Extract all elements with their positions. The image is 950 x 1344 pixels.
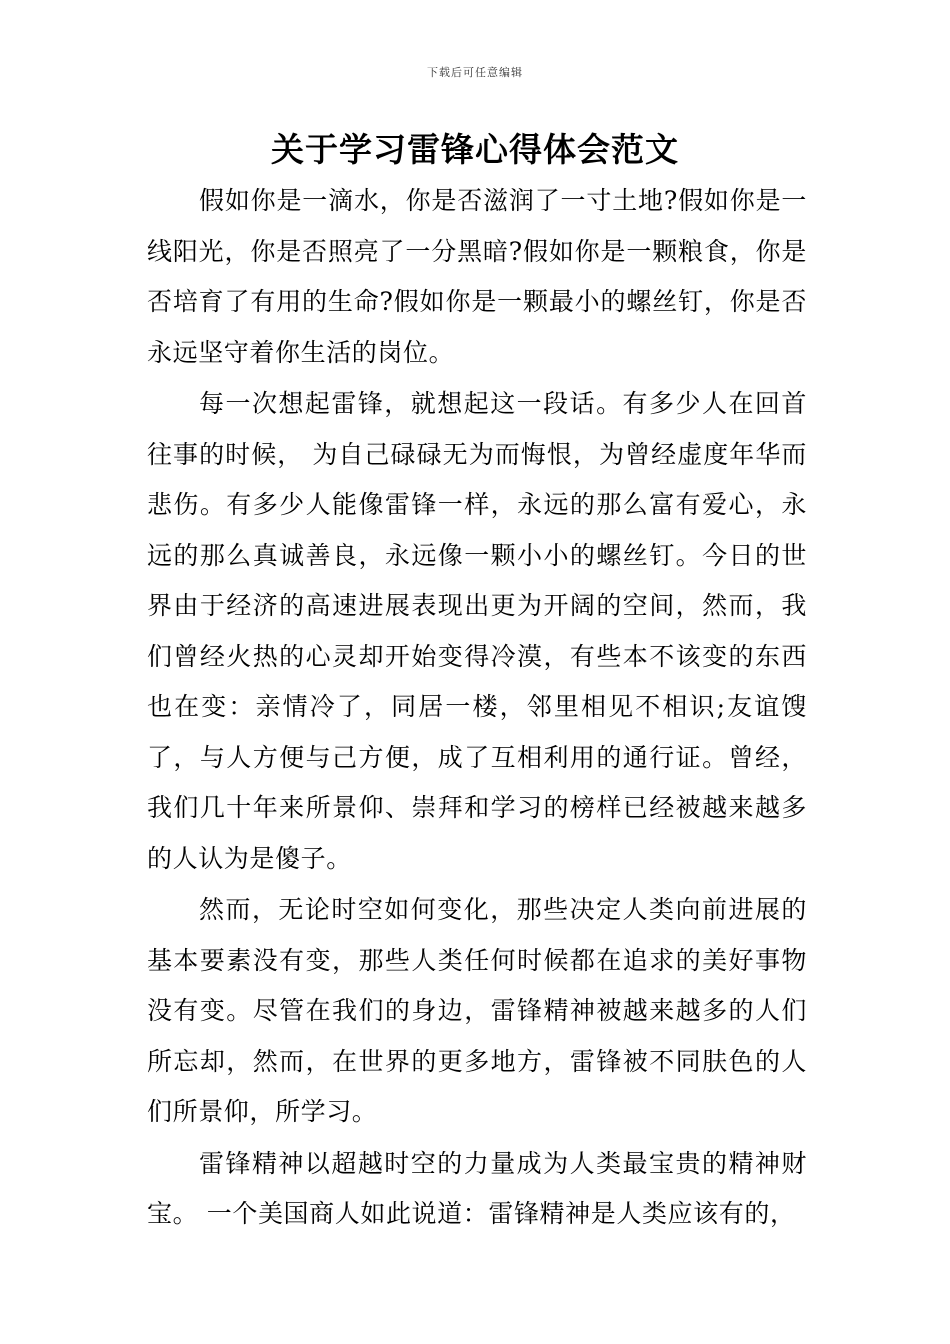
paragraph-3: 然而，无论时空如何变化，那些决定人类向前进展的基本要素没有变，那些人类任何时候都在追求的美好事物没有变。尽管在我们的身边，雷锋精神被越来越多的人们所忘却，然而，在世界的更多地方，雷锋被不同肤色的人们所景仰，所学习。 <box>147 895 807 1126</box>
paragraph-2: 每一次想起雷锋，就想起这一段话。有多少人在回首往事的时候， 为自己碌碌无为而悔恨，为曾经虚度年华而悲伤。有多少人能像雷锋一样，永远的那么富有爱心，永远的那么真诚善良，永远像一颗小小的螺丝钉。今日的世界由于经济的高速进展表现出更为开阔的空间，然而，我们曾经火热的心灵却开始变得冷漠，有些本不该变的东西也在变：亲情冷了，同居一楼，邻里相见不相识;友谊馊了，与人方便与己方便，成了互相利用的通行证。曾经，我们几十年来所景仰、崇拜和学习的榜样已经被越来越多的人认为是傻子。 <box>147 389 807 873</box>
document-body <box>147 176 807 1241</box>
paragraph-1: 假如你是一滴水，你是否滋润了一寸土地?假如你是一线阳光，你是否照亮了一分黑暗?假如你是一颗粮食，你是否培育了有用的生命?假如你是一颗最小的螺丝钉，你是否永远坚守着你生活的岗位。 <box>147 186 807 367</box>
document-title: 关于学习雷锋心得体会范文 <box>271 130 679 169</box>
paragraph-4: 雷锋精神以超越时空的力量成为人类最宝贵的精神财宝。 一个美国商人如此说道：雷锋精神是人类应该有的， <box>147 1148 807 1228</box>
header-note: 下载后可任意编辑 <box>427 66 523 79</box>
